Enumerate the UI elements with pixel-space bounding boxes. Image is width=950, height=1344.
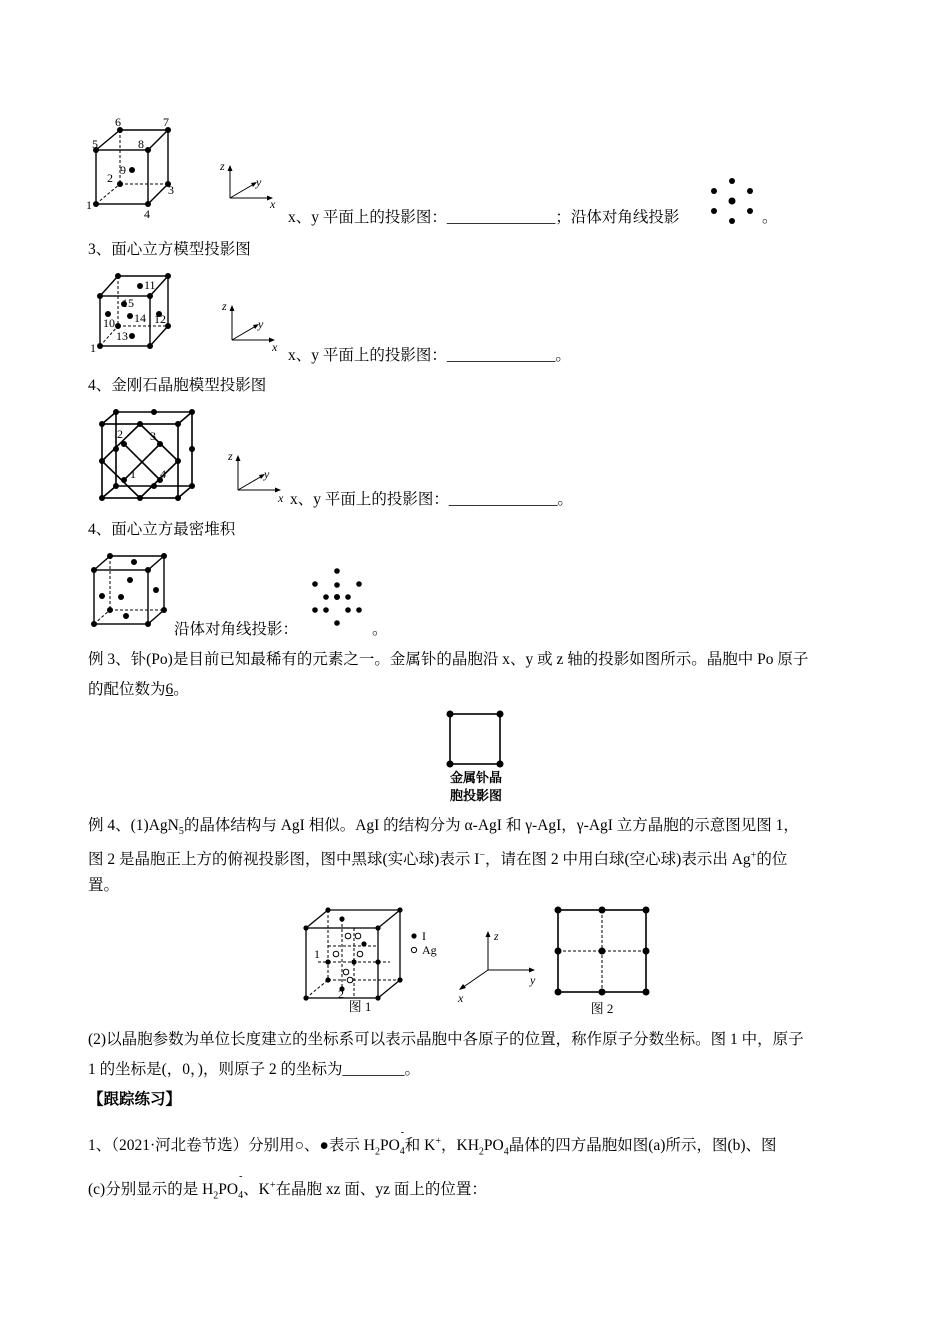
svg-text:x: x bbox=[270, 197, 276, 211]
svg-text:y: y bbox=[264, 467, 270, 481]
practice-heading: 【跟踪练习】 bbox=[88, 1091, 182, 1108]
cube-label: 2 bbox=[117, 427, 123, 441]
cube-label: 1 bbox=[86, 198, 92, 212]
cube-label: 8 bbox=[138, 137, 144, 151]
cube-label: 4 bbox=[160, 467, 166, 481]
cube-label: 1 bbox=[130, 467, 136, 481]
section-heading: 4、面心立方最密堆积 bbox=[88, 521, 236, 538]
hexagon-close-packing-projection bbox=[306, 566, 368, 628]
svg-text:x: x bbox=[278, 491, 284, 505]
diamond-cube-figure bbox=[92, 404, 212, 504]
sec4-projection-line: x、y 平面上的投影图：______________。 bbox=[290, 491, 573, 508]
bcc-cube-figure bbox=[82, 112, 192, 221]
axes-figure bbox=[220, 296, 284, 352]
cube-label: 12 bbox=[154, 312, 166, 326]
svg-text:z: z bbox=[220, 159, 225, 173]
cube-label: 5 bbox=[92, 137, 98, 151]
svg-text:z: z bbox=[494, 929, 499, 943]
svg-text:y: y bbox=[256, 175, 262, 189]
sec3-projection-line: x、y 平面上的投影图：______________。 bbox=[288, 347, 571, 364]
answer-blank[interactable]: ______________ bbox=[446, 209, 556, 226]
cube-label: 2 bbox=[107, 171, 113, 185]
axes-figure bbox=[226, 446, 290, 505]
cube-label: 7 bbox=[163, 115, 169, 129]
cube-label: 15 bbox=[122, 296, 134, 310]
svg-text:z: z bbox=[228, 449, 233, 463]
fig1-label: 1 bbox=[314, 947, 320, 961]
fcc-cube-figure bbox=[82, 266, 182, 358]
period: 。 bbox=[762, 209, 778, 226]
cube-label: 1 bbox=[90, 341, 96, 355]
svg-text:y: y bbox=[258, 317, 264, 331]
sec2-projection-line: x、y 平面上的投影图：______________；沿体对角线投影 bbox=[288, 209, 680, 226]
sec5-diag-label: 沿体对角线投影： bbox=[174, 621, 299, 638]
section-heading: 3、面心立方模型投影图 bbox=[88, 241, 251, 258]
cube-label: 11 bbox=[144, 278, 156, 292]
cube-label: 14 bbox=[134, 311, 146, 325]
po-caption: 金属钋晶 胞投影图 bbox=[449, 771, 502, 804]
ex4-line2: 图 2 是晶胞正上方的俯视投影图，图中黑球(实心球)表示 I−，请在图 2 中用白球(空心球)表示出 Ag+的位 bbox=[88, 850, 788, 869]
agi-projection-figure-2 bbox=[552, 904, 654, 998]
fig1-label: 2 bbox=[338, 987, 344, 1001]
axes-figure bbox=[218, 158, 282, 210]
legend-i: I bbox=[422, 929, 426, 943]
cube-label: 3 bbox=[168, 183, 174, 197]
answer-blank[interactable]: ________ bbox=[342, 1061, 405, 1078]
ex3-line1: 例 3、钋(Po)是目前已知最稀有的元素之一。金属钋的晶胞沿 x、y 或 z 轴的投影如图所示。晶胞中 Po 原子 bbox=[88, 651, 809, 668]
axes-figure bbox=[452, 926, 542, 1005]
cube-label: 13 bbox=[116, 329, 128, 343]
svg-text:x: x bbox=[272, 340, 278, 354]
hexagon-projection bbox=[706, 176, 758, 226]
practice-q1-line2: (c)分别显示的是 $H_2PO$ - $_4$、K+在晶胞 xz 面、yz 面上的位置： bbox=[88, 1171, 487, 1202]
fig2-caption: 图 2 bbox=[590, 1001, 614, 1016]
cube-label: 10 bbox=[103, 316, 115, 330]
cube-label: 6 bbox=[115, 115, 121, 129]
ex4-part2-line2: 1 的坐标是(，0，)，则原子 2 的坐标为________。 bbox=[88, 1061, 420, 1078]
fig1-caption: 图 1 bbox=[348, 999, 372, 1014]
practice-q1-line1: 1、（2021·河北卷节选）分别用○、●表示 $H_2PO$ - $_4$和 K+，$KH_2PO_4$晶体的四方晶胞如图(a)所示，图(b)、图 bbox=[88, 1127, 777, 1158]
svg-text:z: z bbox=[222, 299, 227, 313]
ex4-part2-line1: (2)以晶胞参数为单位长度建立的坐标系可以表示晶胞中各原子的位置，称作原子分数坐标。图 1 中，原子 bbox=[88, 1031, 804, 1048]
svg-text:x: x bbox=[458, 991, 464, 1005]
cube-label: 4 bbox=[144, 207, 150, 221]
po-projection-square bbox=[444, 708, 508, 770]
ex3-answer: 6 bbox=[165, 681, 174, 698]
answer-blank[interactable]: ______________ bbox=[446, 347, 556, 364]
cube-label: 9 bbox=[120, 163, 126, 177]
ex4-line3: 置。 bbox=[88, 877, 120, 894]
answer-blank[interactable]: ______________ bbox=[448, 491, 558, 508]
fcc-packing-figure bbox=[88, 552, 174, 632]
svg-text:y: y bbox=[530, 973, 536, 987]
ex3-line2: 的配位数为6。 bbox=[88, 681, 189, 698]
ex4-line1: 例 4、(1)AgN$_5$的晶体结构与 AgI 相似。AgI 的结构分为 α-AgI 和 γ-AgI，γ-AgI 立方晶胞的示意图见图 1， bbox=[88, 817, 799, 838]
section-heading: 4、金刚石晶胞模型投影图 bbox=[88, 377, 267, 394]
period: 。 bbox=[372, 621, 388, 638]
cube-label: 3 bbox=[150, 429, 156, 443]
legend-ag: Ag bbox=[422, 943, 437, 957]
